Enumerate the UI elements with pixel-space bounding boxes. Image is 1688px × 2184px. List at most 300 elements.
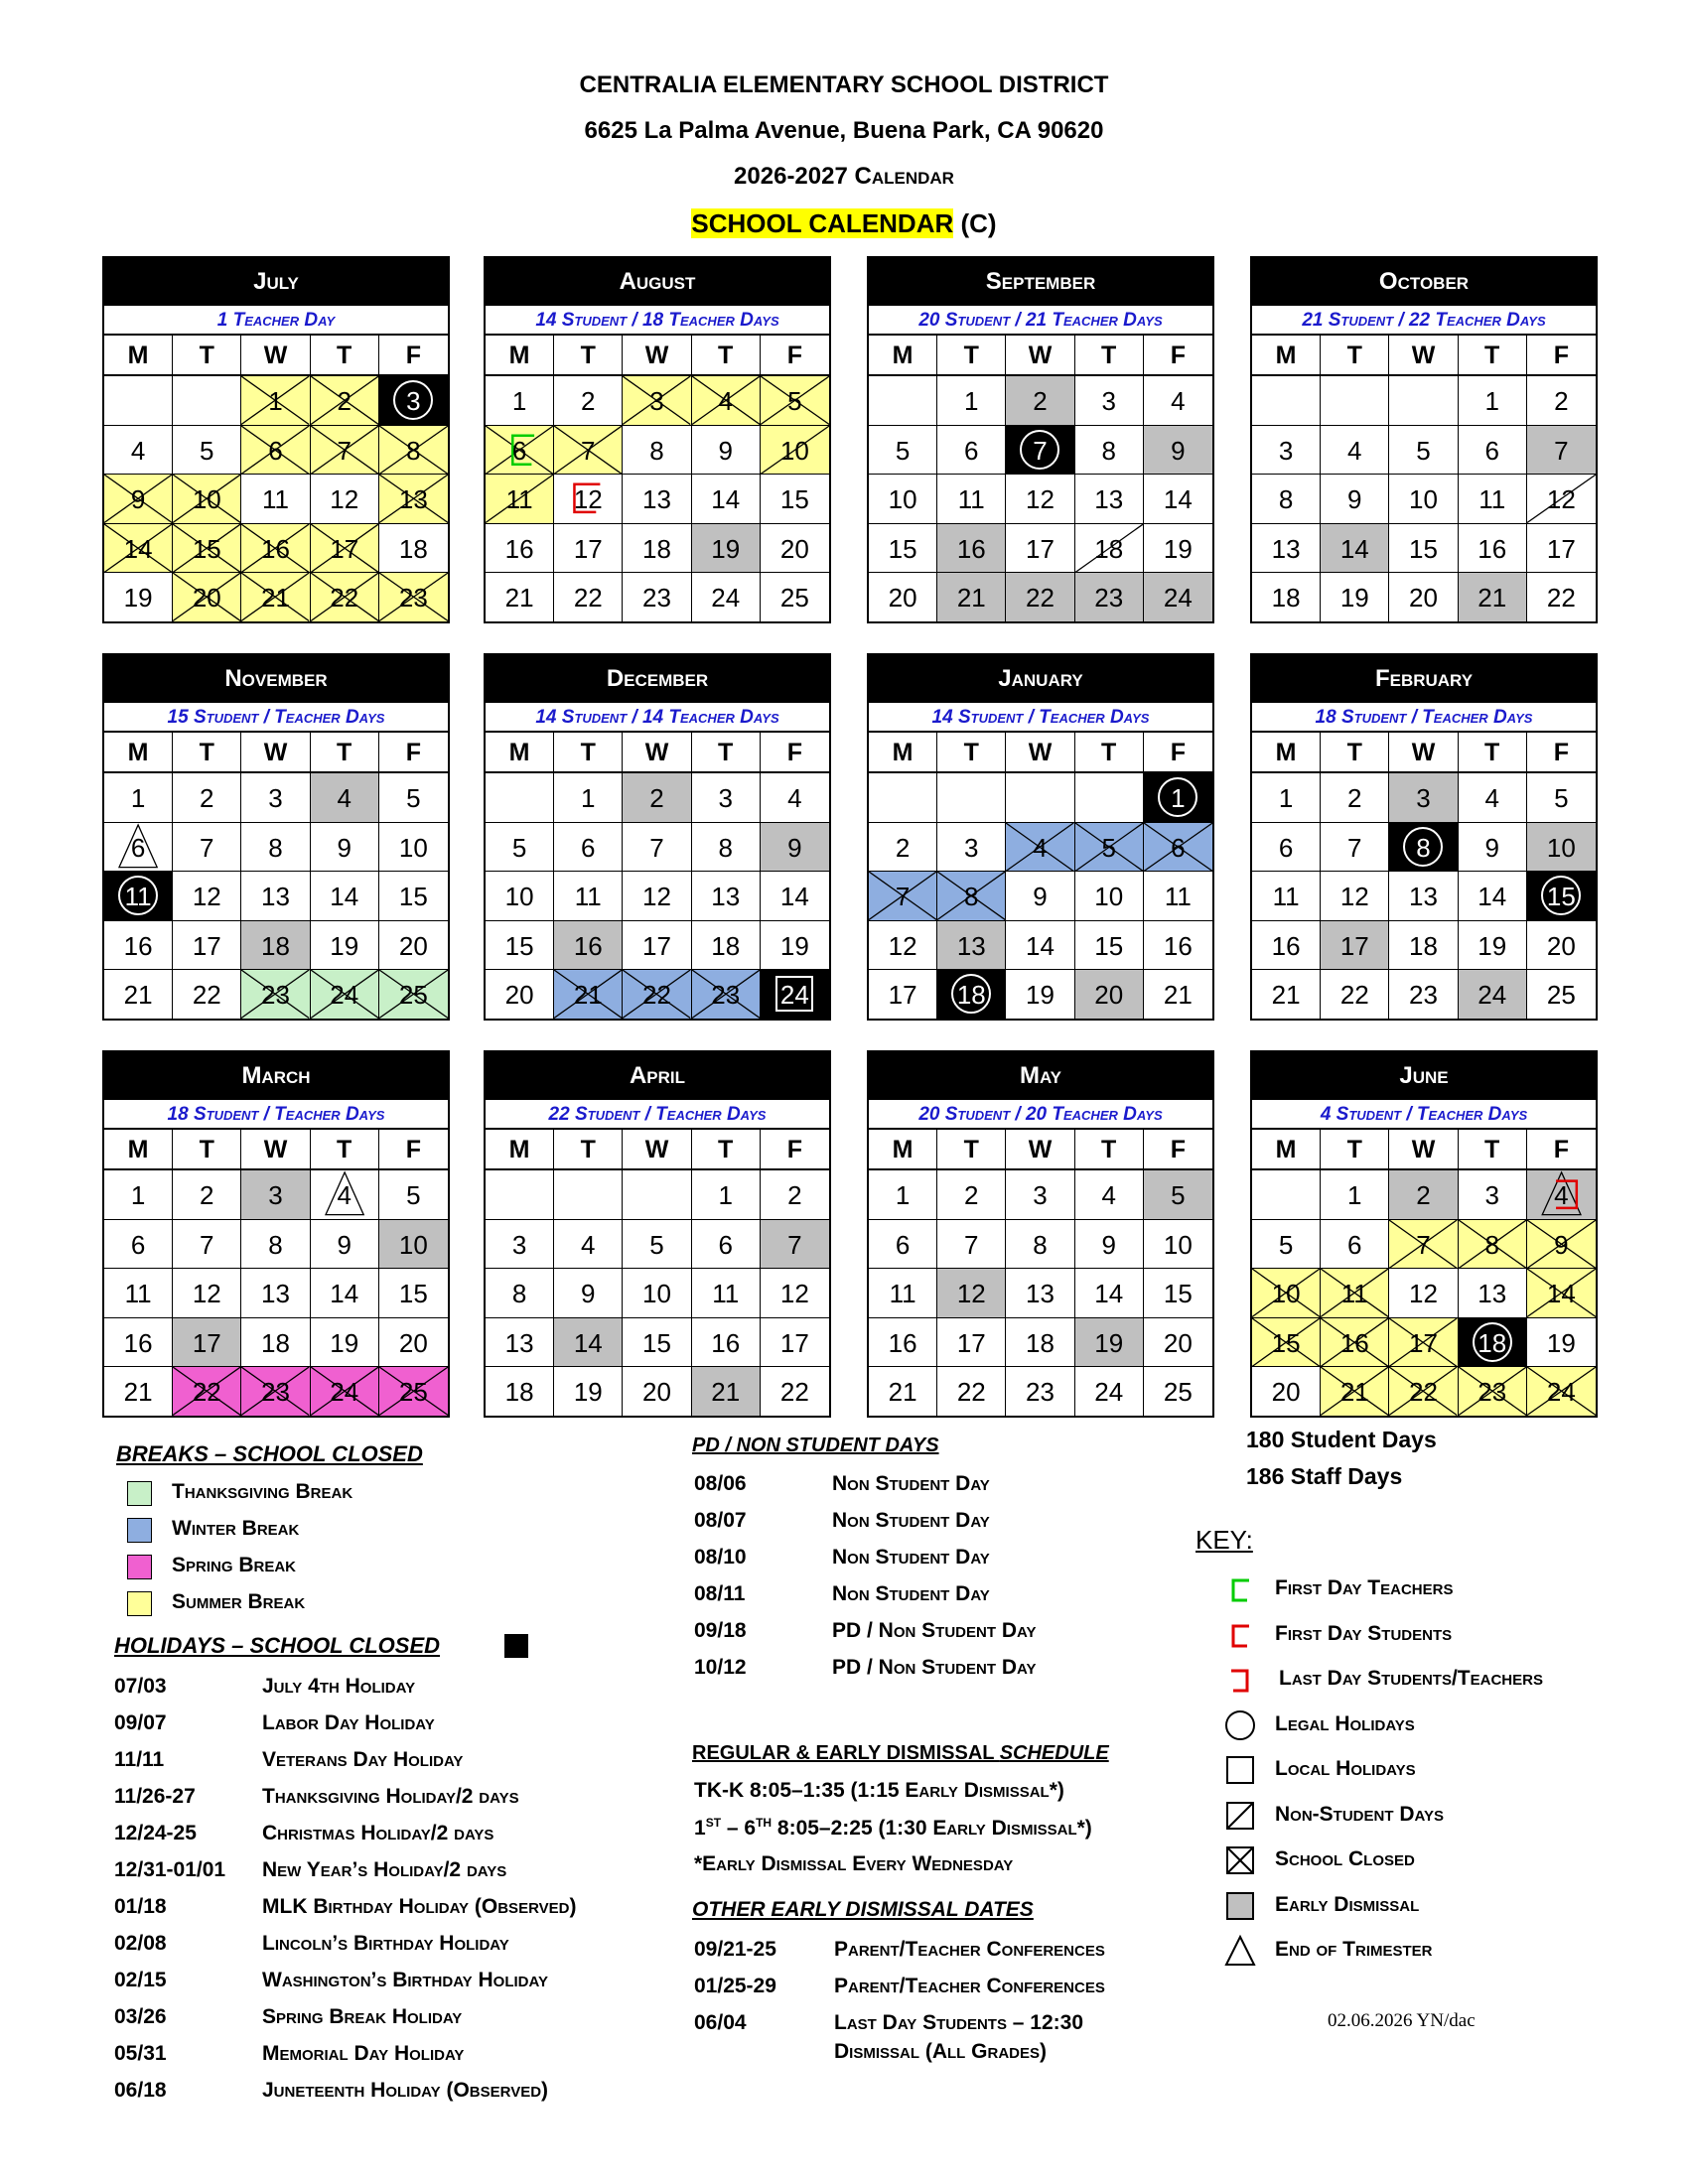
day-cell — [554, 425, 623, 475]
day-number: 17 — [956, 1327, 986, 1358]
day-number: 7 — [1033, 435, 1048, 466]
day-cell — [1527, 822, 1596, 872]
day-number: 14 — [1163, 484, 1193, 514]
holiday-label: New Year’s Holiday/2 days — [262, 1858, 507, 1881]
day-number: 14 — [330, 1279, 359, 1308]
day-cell — [937, 969, 1006, 1019]
day-cell — [486, 822, 554, 872]
day-number: 9 — [1033, 882, 1048, 911]
day-number: 8 — [406, 435, 421, 466]
day-cell — [1459, 969, 1527, 1019]
day-number: 11 — [889, 1279, 916, 1308]
day-number: 7 — [1554, 435, 1569, 466]
month-grid — [1252, 336, 1596, 621]
day-cell — [937, 1219, 1006, 1269]
day-cell — [379, 1268, 448, 1317]
gray-square-icon — [1223, 1889, 1257, 1923]
day-number: 2 — [200, 783, 214, 813]
day-cell — [623, 871, 691, 920]
pd-label: PD / Non Student Day — [832, 1619, 1037, 1642]
day-number: 3 — [1101, 386, 1116, 416]
empty-cell — [937, 772, 1006, 822]
day-number: 13 — [956, 930, 986, 961]
empty-cell — [869, 375, 937, 425]
day-cell — [173, 871, 241, 920]
other-date: 06/04 — [694, 2011, 747, 2034]
weekday-header: T — [1459, 336, 1527, 375]
square-icon — [1223, 1753, 1257, 1787]
day-number: 12 — [573, 484, 603, 514]
day-number: 22 — [956, 1377, 986, 1407]
day-cell — [1075, 871, 1144, 920]
day-cell — [104, 772, 173, 822]
day-cell — [761, 871, 829, 920]
day-cell — [1321, 425, 1389, 475]
day-cell — [1459, 920, 1527, 970]
day-cell — [1321, 1366, 1389, 1416]
day-cell — [241, 1268, 310, 1317]
day-number: 11 — [1272, 882, 1300, 911]
day-number: 2 — [337, 386, 352, 416]
month-day-count: 18 Student / Teacher Days — [104, 1100, 448, 1130]
day-number: 23 — [261, 1377, 290, 1407]
day-number: 4 — [1101, 1180, 1116, 1210]
holiday-date: 02/08 — [114, 1932, 167, 1955]
day-number: 20 — [1271, 1377, 1301, 1407]
day-cell — [1252, 969, 1321, 1019]
day-number: 14 — [330, 882, 359, 911]
empty-cell — [1321, 375, 1389, 425]
day-number: 10 — [504, 882, 534, 911]
day-number: 22 — [192, 980, 221, 1010]
day-number: 20 — [1163, 1327, 1193, 1358]
day-number: 13 — [1477, 1279, 1507, 1308]
day-cell — [241, 871, 310, 920]
weekday-header: T — [554, 733, 623, 772]
day-cell — [1527, 1219, 1596, 1269]
day-number: 1 — [581, 783, 596, 813]
day-cell — [1075, 1317, 1144, 1367]
day-number: 1 — [130, 783, 146, 813]
day-cell — [1144, 822, 1212, 872]
day-number: 13 — [398, 484, 428, 514]
day-cell — [1075, 822, 1144, 872]
day-cell — [1527, 1169, 1596, 1219]
holiday-date: 01/18 — [114, 1895, 167, 1918]
day-cell — [241, 969, 310, 1019]
weekday-header: W — [241, 1130, 310, 1169]
day-number: 20 — [642, 1377, 671, 1407]
day-number: 18 — [398, 533, 428, 564]
day-number: 17 — [888, 980, 917, 1010]
day-number: 18 — [504, 1377, 534, 1407]
day-number: 7 — [1416, 1229, 1431, 1260]
day-cell — [554, 1317, 623, 1367]
day-number: 1 — [268, 386, 283, 416]
day-number: 16 — [956, 533, 986, 564]
month-june — [1250, 1050, 1598, 1418]
day-cell — [1321, 1268, 1389, 1317]
day-cell — [486, 1268, 554, 1317]
day-number: 9 — [1347, 484, 1362, 514]
day-cell — [1459, 1366, 1527, 1416]
day-number: 23 — [711, 980, 741, 1010]
day-cell — [554, 572, 623, 621]
day-number: 20 — [1546, 930, 1576, 961]
day-number: 17 — [779, 1327, 809, 1358]
day-number: 8 — [511, 1279, 527, 1308]
day-cell — [241, 772, 310, 822]
day-number: 19 — [1477, 930, 1507, 961]
holiday-label: Christmas Holiday/2 days — [262, 1822, 494, 1844]
day-number: 3 — [964, 832, 979, 863]
month-day-count: 22 Student / Teacher Days — [486, 1100, 829, 1130]
month-name: July — [104, 258, 448, 306]
weekday-header: T — [1075, 1130, 1144, 1169]
day-number: 10 — [192, 484, 221, 514]
day-number: 22 — [642, 980, 671, 1010]
day-number: 23 — [1477, 1377, 1507, 1407]
weekday-header: F — [379, 336, 448, 375]
day-cell — [173, 1169, 241, 1219]
day-cell — [104, 1317, 173, 1367]
weekday-header: T — [554, 336, 623, 375]
day-number: 18 — [1409, 930, 1438, 961]
empty-cell — [173, 375, 241, 425]
month-grid — [104, 336, 448, 621]
empty-cell — [1389, 375, 1458, 425]
day-cell — [241, 572, 310, 621]
weekday-header: T — [692, 336, 761, 375]
day-number: 4 — [130, 435, 146, 466]
day-cell — [311, 474, 379, 523]
weekday-header: M — [486, 336, 554, 375]
key-label: First Day Students — [1275, 1621, 1453, 1645]
day-number: 12 — [888, 930, 917, 961]
day-cell — [623, 1317, 691, 1367]
last-day-icon — [1223, 1663, 1257, 1697]
pd-date: 08/07 — [694, 1509, 747, 1532]
day-cell — [623, 474, 691, 523]
day-number: 8 — [1484, 1229, 1499, 1260]
key-label: First Day Teachers — [1275, 1576, 1454, 1599]
circle-icon — [1223, 1708, 1257, 1742]
month-grid — [869, 733, 1212, 1019]
day-cell — [761, 1268, 829, 1317]
day-number: 9 — [1554, 1229, 1569, 1260]
day-cell — [1459, 425, 1527, 475]
day-number: 11 — [505, 484, 533, 514]
month-grid — [1252, 1130, 1596, 1416]
day-cell — [869, 474, 937, 523]
day-number: 24 — [330, 980, 359, 1010]
holiday-label: Washington’s Birthday Holiday — [262, 1969, 548, 1991]
day-number: 5 — [1171, 1180, 1186, 1210]
month-november — [102, 653, 450, 1021]
day-cell — [1389, 1268, 1458, 1317]
day-number: 13 — [711, 882, 741, 911]
day-cell — [104, 1219, 173, 1269]
day-number: 1 — [1347, 1180, 1362, 1210]
day-cell — [1527, 425, 1596, 475]
weekday-header: M — [869, 336, 937, 375]
holiday-label: Spring Break Holiday — [262, 2005, 463, 2028]
grade-dash: – 6 — [721, 1817, 757, 1840]
day-number: 3 — [1416, 783, 1431, 813]
subtitle-code: (C) — [953, 208, 997, 238]
day-cell — [1144, 920, 1212, 970]
day-number: 24 — [1477, 980, 1507, 1010]
day-cell — [1006, 822, 1074, 872]
holiday-label: Lincoln’s Birthday Holiday — [262, 1932, 509, 1955]
day-cell — [1075, 523, 1144, 573]
day-number: 18 — [261, 1327, 290, 1358]
day-number: 21 — [1477, 583, 1507, 613]
day-number: 18 — [1026, 1327, 1055, 1358]
day-cell — [1389, 1366, 1458, 1416]
day-number: 4 — [337, 783, 352, 813]
weekday-header: T — [1075, 733, 1144, 772]
day-number: 2 — [787, 1180, 802, 1210]
day-cell — [1389, 572, 1458, 621]
day-number: 11 — [574, 882, 602, 911]
day-number: 11 — [124, 1279, 152, 1308]
day-number: 12 — [1546, 484, 1576, 514]
day-cell — [379, 871, 448, 920]
weekday-header: F — [761, 733, 829, 772]
month-name: February — [1252, 655, 1596, 703]
pd-label: Non Student Day — [832, 1546, 990, 1569]
breaks-title: BREAKS – SCHOOL CLOSED — [116, 1441, 423, 1466]
day-cell — [241, 523, 310, 573]
break-swatch — [127, 1518, 152, 1543]
day-number: 12 — [956, 1279, 986, 1308]
day-number: 15 — [1546, 882, 1576, 911]
day-cell — [1144, 425, 1212, 475]
day-number: 3 — [268, 783, 283, 813]
day-cell — [1144, 1219, 1212, 1269]
day-number: 6 — [268, 435, 283, 466]
day-cell — [311, 1268, 379, 1317]
day-cell — [379, 425, 448, 475]
day-number: 18 — [261, 930, 290, 961]
day-number: 5 — [787, 386, 802, 416]
day-cell — [379, 822, 448, 872]
day-cell — [1389, 1219, 1458, 1269]
day-cell — [1389, 871, 1458, 920]
month-day-count: 14 Student / Teacher Days — [869, 703, 1212, 733]
day-number: 9 — [718, 435, 733, 466]
day-number: 23 — [1409, 980, 1438, 1010]
day-cell — [173, 572, 241, 621]
day-cell — [1527, 920, 1596, 970]
day-cell — [761, 822, 829, 872]
day-number: 6 — [130, 832, 146, 863]
day-cell — [1389, 822, 1458, 872]
day-number: 24 — [1163, 583, 1193, 613]
day-cell — [761, 1219, 829, 1269]
day-cell — [311, 822, 379, 872]
day-cell — [1459, 1169, 1527, 1219]
break-swatch — [127, 1591, 152, 1616]
day-cell — [311, 1366, 379, 1416]
day-number: 16 — [573, 930, 603, 961]
day-number: 7 — [1347, 832, 1362, 863]
day-number: 5 — [649, 1229, 664, 1260]
day-cell — [1527, 772, 1596, 822]
schedule-title — [692, 1742, 1109, 1765]
month-day-count: 14 Student / 18 Teacher Days — [486, 306, 829, 336]
month-day-count: 20 Student / 20 Teacher Days — [869, 1100, 1212, 1130]
day-number: 21 — [504, 583, 534, 613]
empty-cell — [1252, 1169, 1321, 1219]
day-number: 9 — [787, 832, 802, 863]
day-number: 19 — [1339, 583, 1369, 613]
day-cell — [1252, 920, 1321, 970]
day-cell — [311, 969, 379, 1019]
weekday-header: M — [486, 733, 554, 772]
month-name: May — [869, 1052, 1212, 1100]
day-number: 25 — [1163, 1377, 1193, 1407]
holiday-label: July 4th Holiday — [262, 1675, 416, 1698]
day-number: 6 — [581, 832, 596, 863]
day-cell — [1006, 425, 1074, 475]
weekday-header: F — [1144, 733, 1212, 772]
day-number: 11 — [1478, 484, 1506, 514]
day-cell — [937, 375, 1006, 425]
day-cell — [1006, 1169, 1074, 1219]
day-number: 9 — [130, 484, 146, 514]
day-cell — [241, 375, 310, 425]
day-cell — [623, 822, 691, 872]
holiday-date: 07/03 — [114, 1675, 167, 1698]
day-number: 12 — [192, 1279, 221, 1308]
holiday-label: Labor Day Holiday — [262, 1711, 435, 1734]
day-cell — [1527, 572, 1596, 621]
day-number: 24 — [1094, 1377, 1124, 1407]
day-cell — [1075, 1268, 1144, 1317]
day-number: 10 — [1271, 1279, 1301, 1308]
holiday-date: 05/31 — [114, 2042, 167, 2065]
day-cell — [379, 969, 448, 1019]
day-cell — [104, 1366, 173, 1416]
day-cell — [869, 425, 937, 475]
day-number: 8 — [1416, 832, 1431, 863]
day-cell — [173, 523, 241, 573]
day-cell — [554, 822, 623, 872]
pd-date: 09/18 — [694, 1619, 747, 1642]
day-number: 2 — [581, 386, 596, 416]
month-july — [102, 256, 450, 623]
day-number: 12 — [779, 1279, 809, 1308]
day-number: 19 — [123, 583, 153, 613]
day-cell — [241, 920, 310, 970]
day-cell — [1527, 1317, 1596, 1367]
first-day-students-icon — [1223, 1618, 1257, 1652]
day-cell — [554, 1366, 623, 1416]
holiday-date: 11/26-27 — [114, 1785, 196, 1808]
day-number: 25 — [1546, 980, 1576, 1010]
calendar-year: 2026-2027 Calendar — [734, 163, 954, 190]
day-number: 3 — [511, 1229, 527, 1260]
day-cell — [869, 920, 937, 970]
day-number: 2 — [964, 1180, 979, 1210]
day-number: 3 — [268, 1180, 283, 1210]
day-cell — [937, 425, 1006, 475]
day-number: 16 — [1271, 930, 1301, 961]
day-cell — [1389, 1317, 1458, 1367]
day-cell — [869, 1268, 937, 1317]
holiday-date: 12/24-25 — [114, 1822, 197, 1844]
month-march — [102, 1050, 450, 1418]
day-number: 5 — [1416, 435, 1431, 466]
day-cell — [1321, 822, 1389, 872]
holiday-date: 09/07 — [114, 1711, 167, 1734]
day-cell — [173, 1268, 241, 1317]
key-title: KEY: — [1196, 1525, 1253, 1555]
day-cell — [1459, 474, 1527, 523]
day-number: 10 — [1409, 484, 1438, 514]
day-cell — [1389, 969, 1458, 1019]
day-number: 16 — [261, 533, 290, 564]
weekday-header: M — [869, 1130, 937, 1169]
day-cell — [1252, 523, 1321, 573]
day-cell — [761, 425, 829, 475]
day-cell — [869, 1317, 937, 1367]
day-number: 6 — [130, 1229, 146, 1260]
day-cell — [1527, 1366, 1596, 1416]
day-number: 21 — [1339, 1377, 1369, 1407]
day-number: 8 — [1278, 484, 1294, 514]
day-cell — [379, 1169, 448, 1219]
month-day-count: 1 Teacher Day — [104, 306, 448, 336]
schedule-title-text: REGULAR & EARLY DISMISSAL — [692, 1742, 1000, 1764]
day-number: 14 — [123, 533, 153, 564]
day-cell — [761, 523, 829, 573]
staff-days-total: 186 Staff Days — [1246, 1463, 1403, 1489]
day-cell — [379, 1219, 448, 1269]
day-number: 25 — [398, 1377, 428, 1407]
day-number: 1 — [1484, 386, 1499, 416]
day-number: 14 — [711, 484, 741, 514]
month-may — [867, 1050, 1214, 1418]
day-cell — [937, 871, 1006, 920]
month-january — [867, 653, 1214, 1021]
key-label: Non-Student Days — [1275, 1802, 1444, 1826]
weekday-header: M — [1252, 1130, 1321, 1169]
weekday-header: W — [1389, 733, 1458, 772]
day-number: 5 — [406, 1180, 421, 1210]
other-label: Parent/Teacher Conferences — [834, 1975, 1105, 1997]
weekday-header: F — [761, 336, 829, 375]
pd-label: Non Student Day — [832, 1509, 990, 1532]
day-number: 8 — [1033, 1229, 1048, 1260]
day-cell — [486, 1219, 554, 1269]
break-swatch — [127, 1555, 152, 1579]
day-number: 22 — [1339, 980, 1369, 1010]
day-cell — [1144, 523, 1212, 573]
day-number: 24 — [330, 1377, 359, 1407]
day-cell — [1252, 772, 1321, 822]
day-cell — [1321, 572, 1389, 621]
day-number: 19 — [330, 930, 359, 961]
day-cell — [1459, 772, 1527, 822]
day-cell — [311, 920, 379, 970]
day-number: 16 — [1339, 1327, 1369, 1358]
day-cell — [104, 474, 173, 523]
day-number: 14 — [1026, 930, 1055, 961]
month-day-count: 18 Student / Teacher Days — [1252, 703, 1596, 733]
